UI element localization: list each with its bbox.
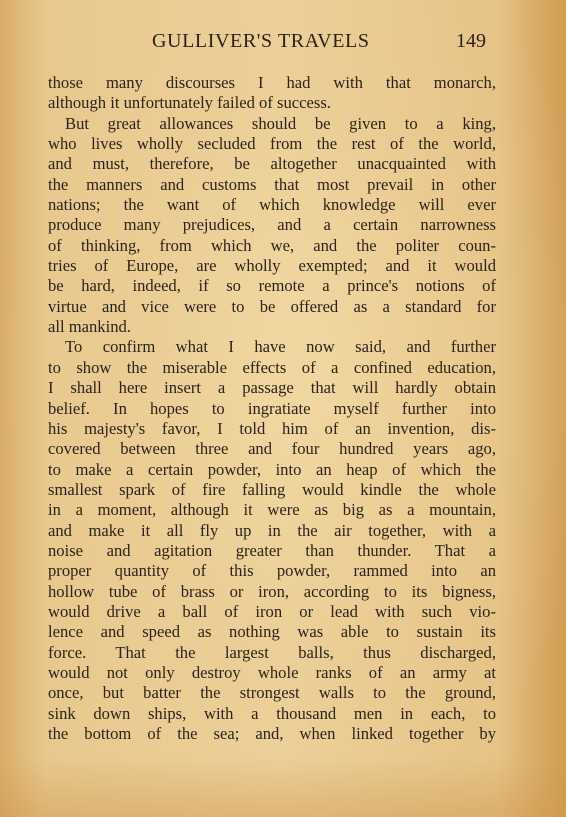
text-line: his majesty's favor, I told him of an invention, dis- bbox=[48, 418, 496, 438]
text-line: tries of Europe, are wholly exempted; and it would bbox=[48, 256, 496, 276]
text-line: nations; the want of which knowledge will ever bbox=[48, 195, 496, 215]
text-line: who lives wholly secluded from the rest of the world, bbox=[48, 134, 496, 154]
text-line: force. That the largest balls, thus discharged, bbox=[48, 642, 496, 662]
text-line: covered between three and four hundred years ago, bbox=[48, 439, 496, 459]
text-line: virtue and vice were to be offered as a standard for bbox=[48, 296, 496, 316]
text-line: belief. In hopes to ingratiate myself further into bbox=[48, 398, 496, 418]
text-line: sink down ships, with a thousand men in each, to bbox=[48, 703, 496, 723]
text-line: hollow tube of brass or iron, according to its bigness, bbox=[48, 581, 496, 601]
text-line: would not only destroy whole ranks of an army at bbox=[48, 662, 496, 682]
text-line: To confirm what I have now said, and further bbox=[65, 337, 496, 357]
text-line: I shall here insert a passage that will hardly obtain bbox=[48, 378, 496, 398]
text-line: once, but batter the strongest walls to the ground, bbox=[48, 683, 496, 703]
text-line: although it unfortunately failed of success. bbox=[48, 93, 331, 113]
text-line: in a moment, although it were as big as a mountain, bbox=[48, 500, 496, 520]
text-line: produce many prejudices, and a certain narrowness bbox=[48, 215, 496, 235]
running-head-title: GULLIVER'S TRAVELS bbox=[152, 30, 370, 52]
running-head bbox=[0, 30, 566, 56]
text-line: of thinking, from which we, and the politer coun- bbox=[48, 235, 496, 255]
page-number: 149 bbox=[456, 30, 486, 52]
text-line: would drive a ball of iron or lead with such vio- bbox=[48, 601, 496, 621]
text-line: the bottom of the sea; and, when linked together by bbox=[48, 724, 496, 743]
text-line: noise and agitation greater than thunder. That a bbox=[48, 540, 496, 560]
text-line: But great allowances should be given to a king, bbox=[65, 113, 496, 133]
text-line: smallest spark of fire falling would kindle the whole bbox=[48, 479, 496, 499]
text-line: lence and speed as nothing was able to sustain its bbox=[48, 622, 496, 642]
text-line: and must, therefore, be altogether unacquainted with bbox=[48, 154, 496, 174]
body-text bbox=[48, 73, 496, 744]
text-line: the manners and customs that most prevail in other bbox=[48, 174, 496, 194]
text-line: to make a certain powder, into an heap of which the bbox=[48, 459, 496, 479]
text-line: be hard, indeed, if so remote a prince's notions of bbox=[48, 276, 496, 296]
text-line: those many discourses I had with that monarch, bbox=[48, 73, 496, 92]
text-line: all mankind. bbox=[48, 317, 131, 337]
text-line: proper quantity of this powder, rammed into an bbox=[48, 561, 496, 581]
text-line: and make it all fly up in the air together, with a bbox=[48, 520, 496, 540]
text-line: to show the miserable effects of a confined education, bbox=[48, 357, 496, 377]
